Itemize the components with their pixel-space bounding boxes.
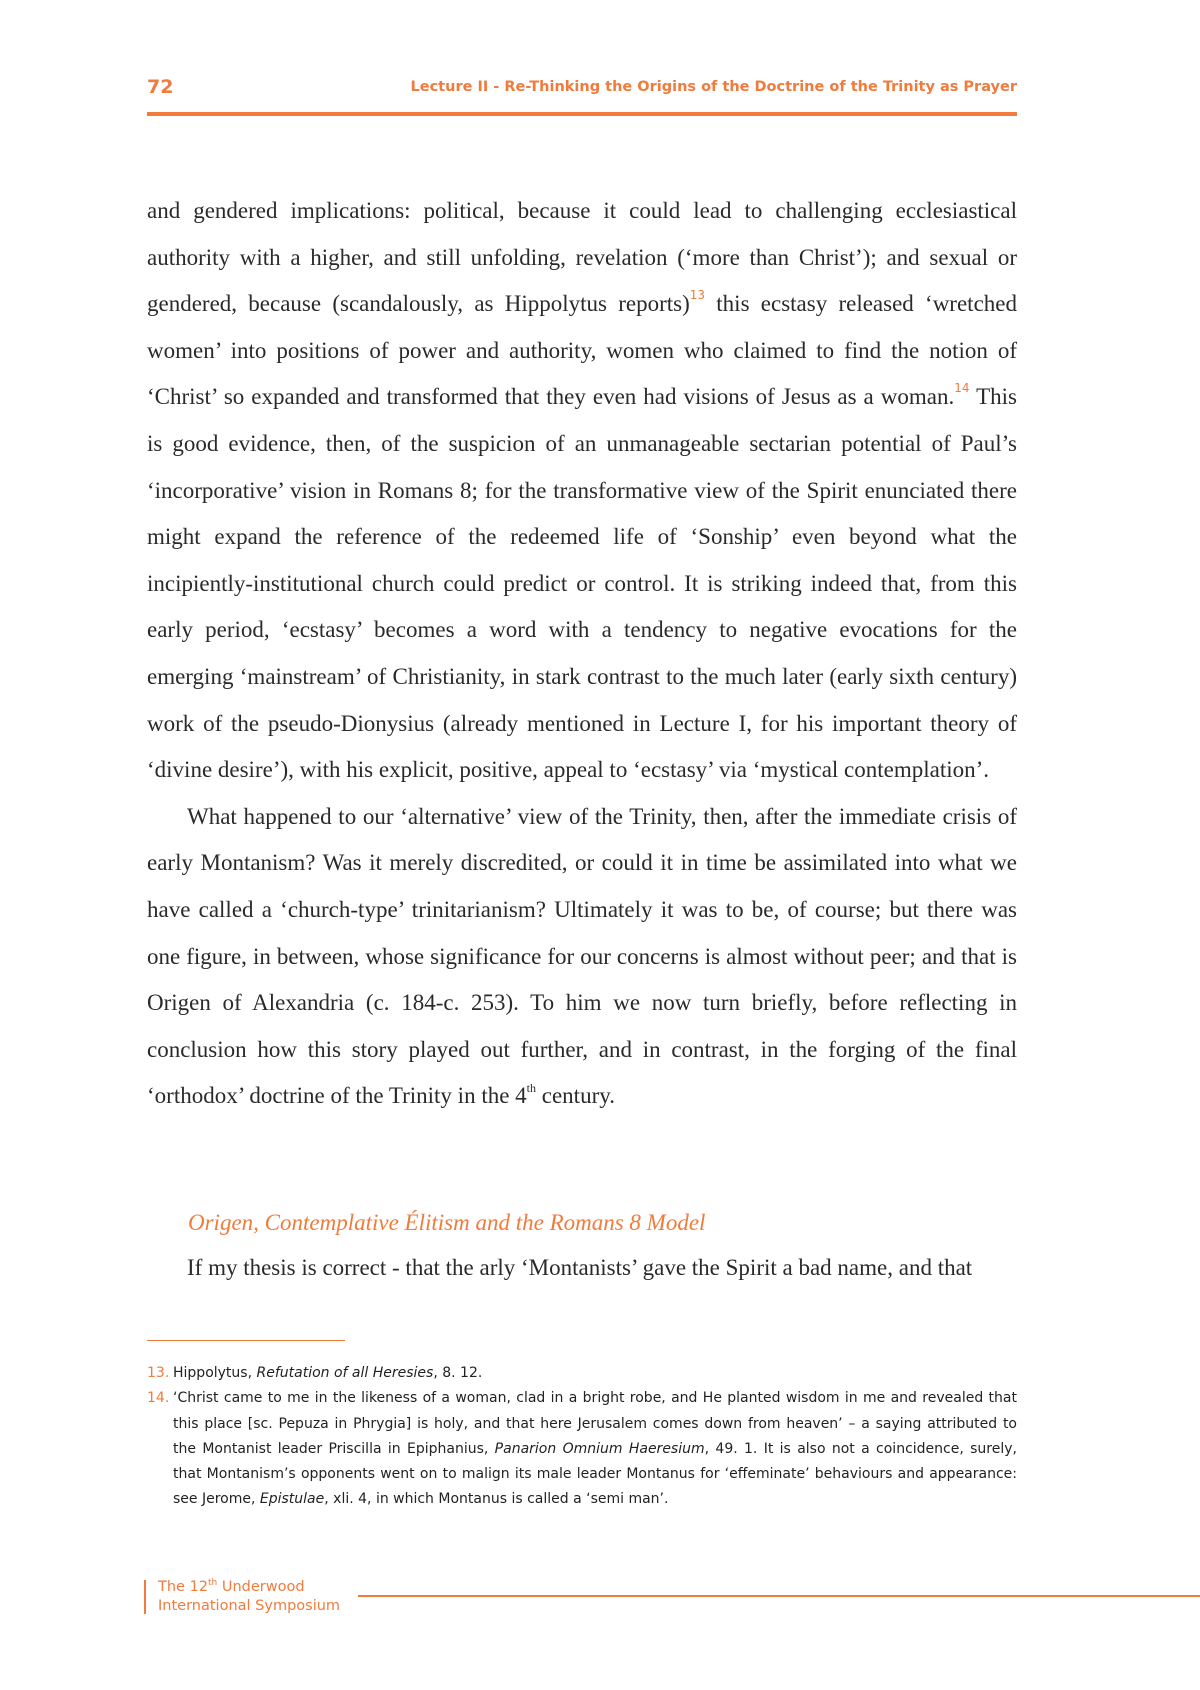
footnote-14: 14. ‘Christ came to me in the likeness of a woman, clad in a bright robe, and He planted wisdom in me and revealed that this place [sc. Pepuza in Phrygia] is holy, and that here Jerusalem comes down from heaven’ – a saying attributed to the Montanist leader Priscilla in Epiphanius, Panarion Omnium Haeresium, 49. 1. It is also not a coincidence, surely, that Montanism’s opponents went on to malign its male leader Montanus for ‘effeminate’ behaviours and appearance: see Jerome, Epistulae, xli. 4, in which Montanus is called a ‘semi man’.	[147, 1386, 1017, 1512]
section-heading: Origen, Contemplative Élitism and the Romans 8 Model	[188, 1210, 706, 1235]
paragraph: and gendered implications: political, because it could lead to challenging ecclesiastical authority with a higher, and still unfolding, revelation (‘more than Christ’); and sexual or gendered, because (scandalously, as Hippolytus reports)$^{13}$ this ecstasy released ‘wretched women’ into positions of power and authority, women who claimed to find the notion of ‘Christ’ so expanded and transformed that they even had visions of Jesus as a woman.$^{14}$ This is good evidence, then, of the suspicion of an unmanageable sectarian potential of Paul’s ‘incorporative’ vision in Romans 8; for the transformative view of the Spirit enunciated there might expand the reference of the redeemed life of ‘Sonship’ even beyond what the incipiently-institutional church could predict or control. It is striking indeed that, from this early period, ‘ecstasy’ becomes a word with a tendency to negative evocations for the emerging ‘mainstream’ of Christianity, in stark contrast to the much later (early sixth century) work of the pseudo-Dionysius (already mentioned in Lecture I, for his important theory of ‘divine desire’), with his explicit, positive, appeal to ‘ecstasy’ via ‘mystical contemplation’.	[147, 198, 1017, 783]
ordinal-suffix: th	[526, 1081, 537, 1096]
footer-rule	[358, 1595, 1200, 1597]
main-text	[147, 188, 1017, 1120]
paragraph: What happened to our ‘alternative’ view of the Trinity, then, after the immediate crisis of early Montanism? Was it merely discredited, or could it in time be assimilated into what we have called a ‘church-type’ trinitarianism? Ultimately it was to be, of course; but there was one figure, in between, whose significance for our concerns is almost without peer; and that is Origen of Alexandria (c. 184-c. 253). To him we now turn briefly, before reflecting in conclusion how this story played out further, and in contrast, in the forging of the final ‘orthodox’ doctrine of the Trinity in the 4th century.	[147, 803, 1017, 1109]
page-header	[147, 72, 1017, 116]
page-number: 72	[147, 76, 174, 98]
footnote-number: 13.	[147, 1365, 170, 1381]
page-footer	[144, 1578, 1200, 1618]
footnote-13: 13. Hippolytus, Refutation of all Heresies, 8. 12.	[147, 1361, 1017, 1386]
footnote-ref[interactable]: 13	[689, 288, 706, 303]
footnote-number: 14.	[147, 1390, 170, 1407]
footer-accent-bar	[144, 1580, 146, 1614]
footer-symposium-label: The 12th Underwood International Symposium	[158, 1578, 341, 1614]
footnote-divider	[147, 1340, 345, 1341]
footnotes	[147, 1361, 1017, 1513]
paragraph: If my thesis is correct - that the arly ‘Montanists’ gave the Spirit a bad name, and that	[187, 1255, 973, 1280]
footnote-ref[interactable]: 14	[954, 381, 970, 396]
running-head: Lecture II - Re-Thinking the Origins of the Doctrine of the Trinity as Prayer	[410, 79, 1017, 95]
